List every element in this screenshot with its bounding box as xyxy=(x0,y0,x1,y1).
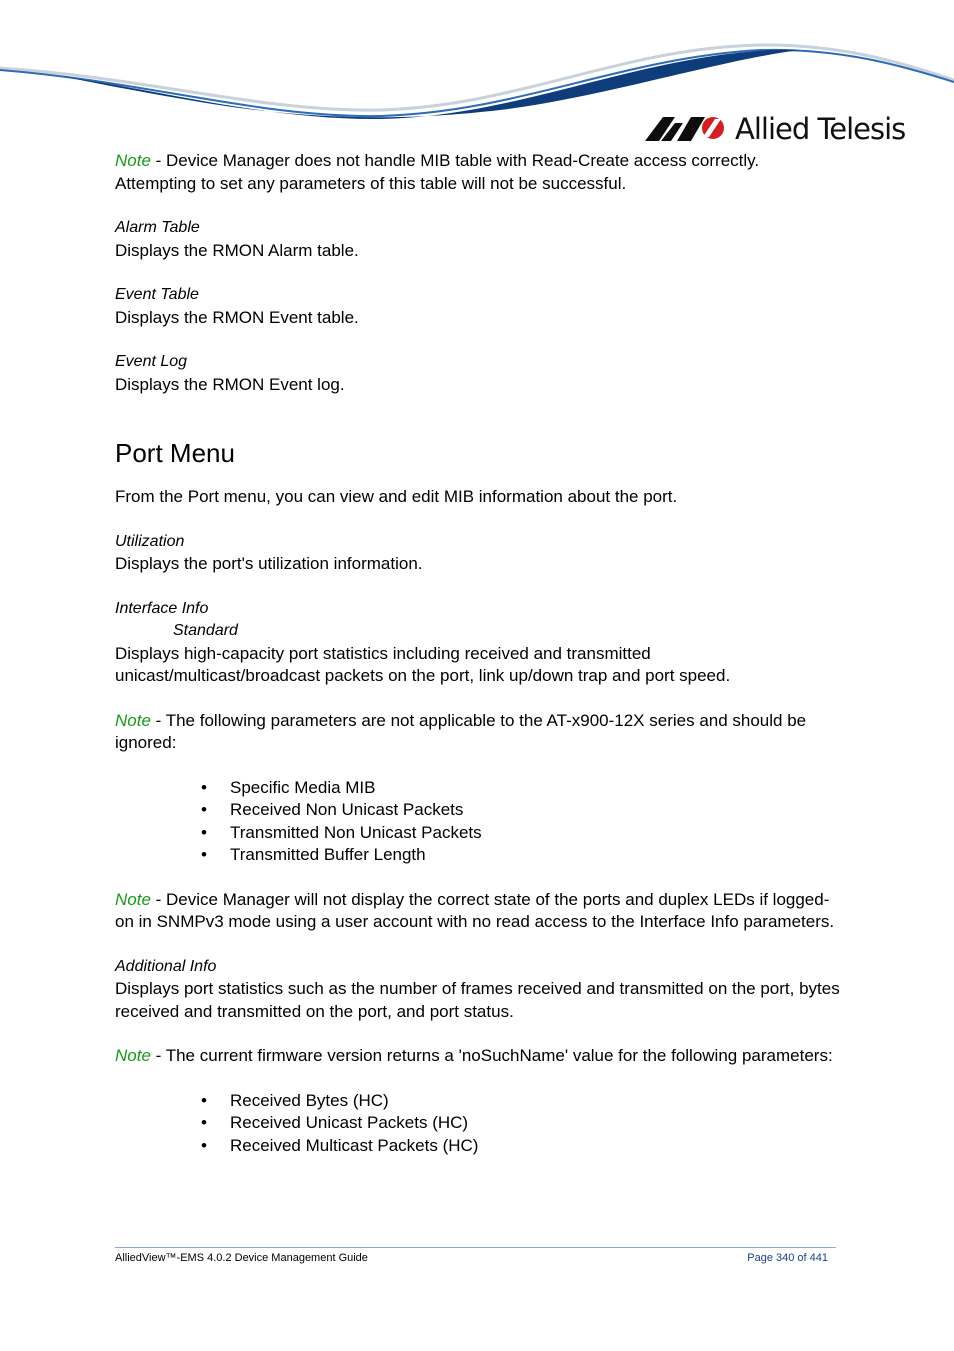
event-log-title: Event Log xyxy=(115,353,188,370)
page-content xyxy=(115,150,840,1157)
list-item: • Received Multicast Packets (HC) xyxy=(173,1135,840,1158)
note-text: - The following parameters are not applicable to the AT-x900-12X series and should be ignored: xyxy=(115,710,807,752)
list-item: • Received Unicast Packets (HC) xyxy=(173,1112,840,1135)
note-text: - Device Manager does not handle MIB table with Read-Create access correctly. Attempting to set any parameters of this table will not be successful. xyxy=(115,151,760,193)
event-table-title: Event Table xyxy=(115,286,199,303)
note-paragraph xyxy=(115,150,840,195)
note-paragraph xyxy=(115,889,840,934)
list-item: • Specific Media MIB xyxy=(173,777,840,800)
port-menu-intro: From the Port menu, you can view and edit MIB information about the port. xyxy=(115,487,678,506)
additional-info-title: Additional Info xyxy=(115,957,217,975)
utilization-title: Utilization xyxy=(115,532,185,550)
bullet-list xyxy=(173,777,840,867)
note-label: Note xyxy=(115,151,151,170)
list-item: • Transmitted Buffer Length xyxy=(173,844,840,867)
utilization-text: Displays the port's utilization information. xyxy=(115,554,423,573)
interface-info-title: Interface Info xyxy=(115,599,209,617)
note-paragraph xyxy=(115,710,840,755)
list-item: • Received Bytes (HC) xyxy=(173,1090,840,1113)
alarm-table-text: Displays the RMON Alarm table. xyxy=(115,240,359,260)
note-label: Note xyxy=(115,710,151,730)
note-paragraph xyxy=(115,1045,840,1068)
note-text: - The current firmware version returns a 'noSuchName' value for the following parameters: xyxy=(150,1046,833,1065)
note-label: Note xyxy=(115,889,151,909)
standard-title: Standard xyxy=(173,622,238,639)
event-log-text: Displays the RMON Event log. xyxy=(115,374,345,394)
footer-guide-title: AlliedView™-EMS 4.0.2 Device Management Guide xyxy=(115,1252,368,1264)
logo-mark-icon xyxy=(645,115,727,143)
footer-divider xyxy=(115,1247,836,1248)
additional-info-text: Displays port statistics such as the number of frames received and transmitted on the port, bytes received and transmitted on the port, and port status. xyxy=(115,979,840,1021)
event-table-text: Displays the RMON Event table. xyxy=(115,307,359,327)
logo-text: Allied Telesis xyxy=(735,112,906,146)
note-text: - Device Manager will not display the correct state of the ports and duplex LEDs if logged-on in SNMPv3 mode using a user account with no read access to the Interface Info parameters. xyxy=(115,889,835,931)
alarm-table-title: Alarm Table xyxy=(115,219,200,236)
note-label: Note xyxy=(115,1046,151,1065)
standard-text: Displays high-capacity port statistics including received and transmitted unicast/multicast/broadcast packets on the port, link up/down trap and port speed. xyxy=(115,643,731,685)
list-item: • Transmitted Non Unicast Packets xyxy=(173,822,840,845)
bullet-list xyxy=(173,1090,840,1158)
list-item: • Received Non Unicast Packets xyxy=(173,799,840,822)
footer-page-number: Page 340 of 441 xyxy=(747,1252,828,1264)
allied-telesis-logo xyxy=(645,112,905,146)
header-swoosh xyxy=(0,0,954,130)
section-heading: Port Menu xyxy=(115,438,235,468)
